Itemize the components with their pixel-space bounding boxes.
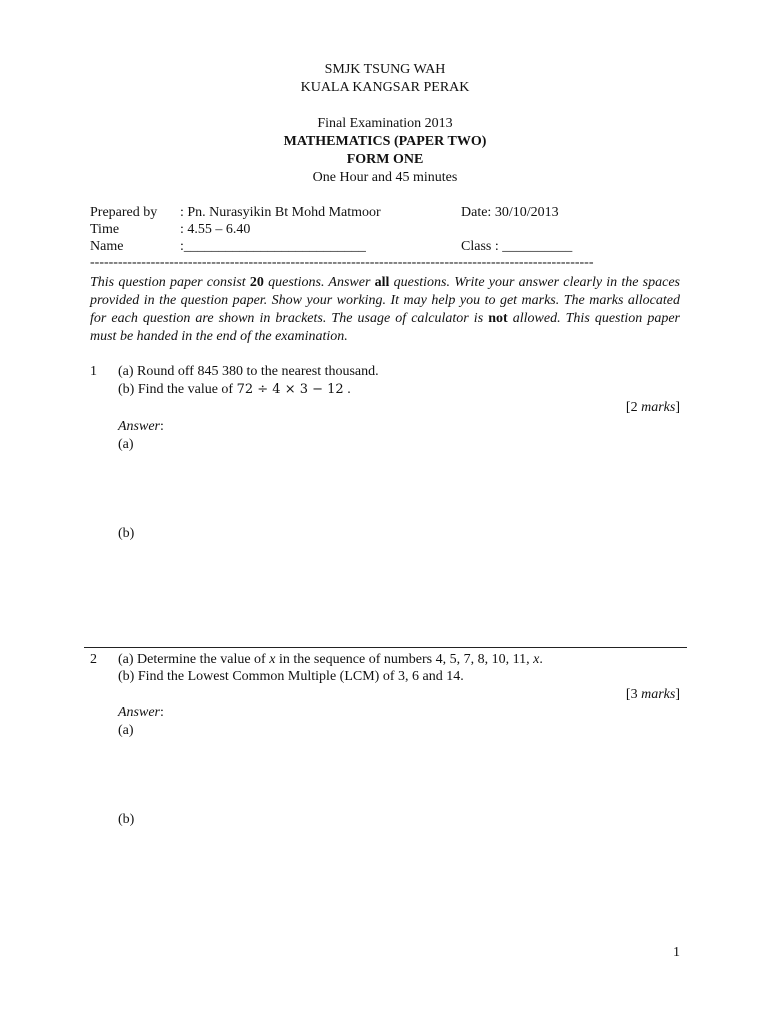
instructions-text-4: allowed. This question paper must be handed in the end of the examination.	[90, 311, 681, 344]
question-1-marks-close: ]	[675, 400, 680, 415]
question-1-number: 1	[90, 364, 97, 379]
question-2-marks-close: ]	[675, 687, 680, 702]
prepared-by-value: : Pn. Nurasyikin Bt Mohd Matmoor	[180, 205, 381, 220]
question-1-expression: 72 ÷ 4 × 3 − 12	[236, 382, 344, 397]
question-1-answer-colon: :	[160, 419, 164, 434]
question-2-number: 2	[90, 652, 97, 667]
question-count: 20	[249, 275, 264, 290]
question-divider	[84, 647, 687, 648]
subject-title: MATHEMATICS (PAPER TWO)	[283, 134, 487, 149]
instructions	[90, 274, 680, 346]
question-2-variable: x	[269, 652, 276, 667]
question-1-part-b-prefix: (b) Find the value of	[118, 382, 237, 397]
question-1-marks-word: marks	[641, 400, 676, 415]
question-2-part-a	[118, 651, 543, 669]
question-2-part-a-suffix: .	[539, 652, 543, 667]
question-1-part-a: (a) Round off 845 380 to the nearest thousand.	[118, 364, 379, 379]
instructions-text-1: This question paper consist	[90, 275, 250, 290]
question-2-answer-label	[118, 704, 164, 722]
school-name: SMJK TSUNG WAH	[324, 62, 446, 77]
name-field: :__________________________	[180, 239, 366, 254]
question-2-part-a-middle: in the sequence of numbers 4, 5, 7, 8, 10, 11,	[275, 652, 534, 667]
question-1-answer-word: Answer	[118, 419, 160, 434]
question-2-marks-open: [3	[625, 687, 642, 702]
question-2-variable-end: x	[533, 652, 540, 667]
instructions-text-3: questions. Write your answer clearly in the spaces provided in the question paper. Show your working. It may help you to get marks. The marks allocated for each question are shown in brackets. The usage of calculator is	[90, 275, 680, 326]
time-label: Time	[90, 222, 120, 237]
page-number: 1	[673, 945, 680, 960]
name-label: Name	[90, 239, 124, 254]
question-2-answer-word: Answer	[118, 705, 160, 720]
exam-title: Final Examination 2013	[317, 116, 453, 131]
question-2-answer-colon: :	[160, 705, 164, 720]
form-title: FORM ONE	[346, 152, 424, 167]
question-1-answer-b: (b)	[118, 526, 135, 541]
school-location: KUALA KANGSAR PERAK	[300, 80, 470, 95]
question-2-marks-word: marks	[641, 687, 676, 702]
instructions-text-2: questions. Answer	[263, 275, 375, 290]
question-1-marks-open: [2	[625, 400, 642, 415]
question-1-part-b	[118, 381, 351, 399]
question-2-part-a-prefix: (a) Determine the value of	[118, 652, 270, 667]
question-1-part-b-suffix: .	[343, 382, 351, 397]
question-1-marks	[626, 399, 680, 417]
exam-date: Date: 30/10/2013	[461, 205, 559, 220]
dashed-divider: ------------------------------------------------------------------------------------------------------------	[90, 255, 594, 270]
question-2-part-b: (b) Find the Lowest Common Multiple (LCM) of 3, 6 and 14.	[118, 669, 464, 684]
question-2-answer-b: (b)	[118, 812, 135, 827]
class-field: Class : __________	[461, 239, 573, 254]
question-2-marks	[626, 686, 680, 704]
not-emphasis: not	[488, 311, 508, 326]
question-2-answer-a: (a)	[118, 723, 134, 738]
question-1-answer-label	[118, 418, 164, 436]
duration: One Hour and 45 minutes	[312, 170, 458, 185]
prepared-by-label: Prepared by	[90, 205, 158, 220]
time-value: : 4.55 – 6.40	[180, 222, 251, 237]
question-1-answer-a: (a)	[118, 437, 134, 452]
all-emphasis: all	[374, 275, 390, 290]
